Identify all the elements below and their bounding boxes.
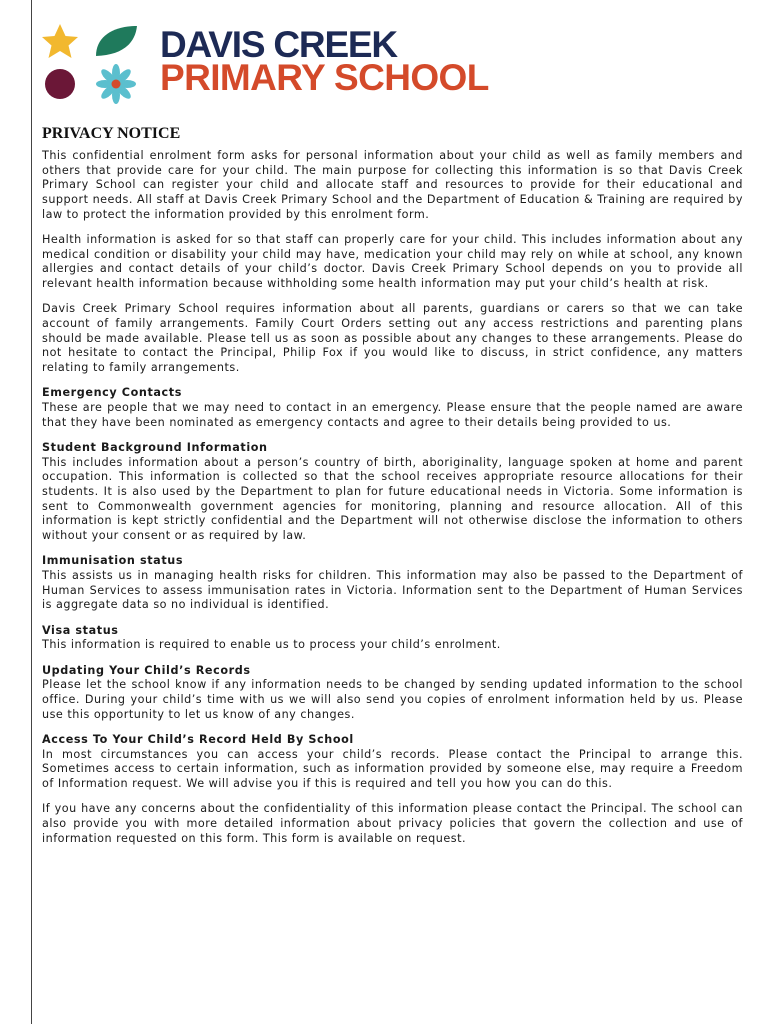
star-icon [42,24,78,58]
page-margin-rule [31,0,32,1024]
section-body: This assists us in managing health risks for children. This information may also be passed to the Department of Human Services to assess immunisation rates in Victoria. Information sent to the Department of Human Services is aggregate data so no individual is identified. [42,569,743,612]
section-heading: Visa status [42,623,119,637]
section-access-records [42,733,743,792]
privacy-notice-body [42,125,743,857]
section-heading: Immunisation status [42,554,184,568]
section-visa-status [42,624,743,653]
intro-paragraph-1: This confidential enrolment form asks for personal information about your child as well as family members and others that provide care for your child. The main purpose for collecting this information is so that Davis Creek Primary School can register your child and allocate staff and resources to provide for their educational and support needs. All staff at Davis Creek Primary School and the Department of Education & Training are required by law to protect the information provided by this enrolment form. [42,149,743,221]
intro-paragraph-2: Health information is asked for so that staff can properly care for your child. This includes information about any medical condition or disability your child may have, medication your child may rely on while at school, any known allergies and contact details of your child’s doctor. Davis Creek Primary School depends on you to provide all relevant health information because withholding some health information may put your child’s health at risk. [42,233,743,291]
section-body: This information is required to enable us to process your child’s enrolment. [42,638,501,652]
logo-line-1: DAVIS CREEK [160,24,397,65]
section-body: Please let the school know if any information needs to be changed by sending updated information to the school office. During your child’s time with us we will also send you copies of enrolment information held by us. Please use this opportunity to let us know of any changes. [42,678,743,721]
school-logo [38,22,598,104]
logo-line-2: PRIMARY SCHOOL [160,57,489,98]
section-heading: Updating Your Child’s Records [42,663,251,677]
section-heading: Emergency Contacts [42,386,182,400]
section-heading: Student Background Information [42,440,268,454]
logo-shapes [38,22,158,104]
flower-icon [96,64,136,104]
section-student-background [42,441,743,544]
section-body: These are people that we may need to contact in an emergency. Please ensure that the people named are aware that they have been nominated as emergency contacts and agree to their details being provided to us. [42,401,743,429]
section-immunisation-status [42,554,743,613]
section-body: This includes information about a person’s country of birth, aboriginality, language spoken at home and parent occupation. This information is collected so that the school receives appropriate resource allocations for their students. It is also used by the Department to plan for future educational needs in Victoria. Some information is sent to Commonwealth government agencies for monitoring, planning and resource allocation. All of this information is kept strictly confidential and the Department will not otherwise disclose the information to others without your consent or as required by law. [42,455,743,543]
section-emergency-contacts [42,386,743,430]
section-heading: Access To Your Child’s Record Held By School [42,732,354,746]
page-title: PRIVACY NOTICE [42,125,181,142]
intro-paragraph-3: Davis Creek Primary School requires information about all parents, guardians or carers so that we can take account of family arrangements. Family Court Orders setting out any access restrictions and parenting plans should be made available. Please tell us as soon as possible about any changes to these arrangements. Please do not hesitate to contact the Principal, Philip Fox if you would like to discuss, in strict confidence, any matters relating to family arrangements. [42,302,743,375]
leaf-icon [96,26,137,56]
section-body: In most circumstances you can access your child’s records. Please contact the Principal to arrange this. Sometimes access to certain information, such as information provided by someone else, may require a Freedom of Information request. We will advise you if this is required and tell you how you can do this. [42,747,743,791]
closing-paragraph: If you have any concerns about the confidentiality of this information please contact the Principal. The school can also provide you with more detailed information about privacy policies that govern the collection and use of information requested on this form. This form is available on request. [42,802,743,845]
logo-wordmark [160,24,489,98]
section-updating-records [42,664,743,723]
circle-icon [45,69,75,99]
